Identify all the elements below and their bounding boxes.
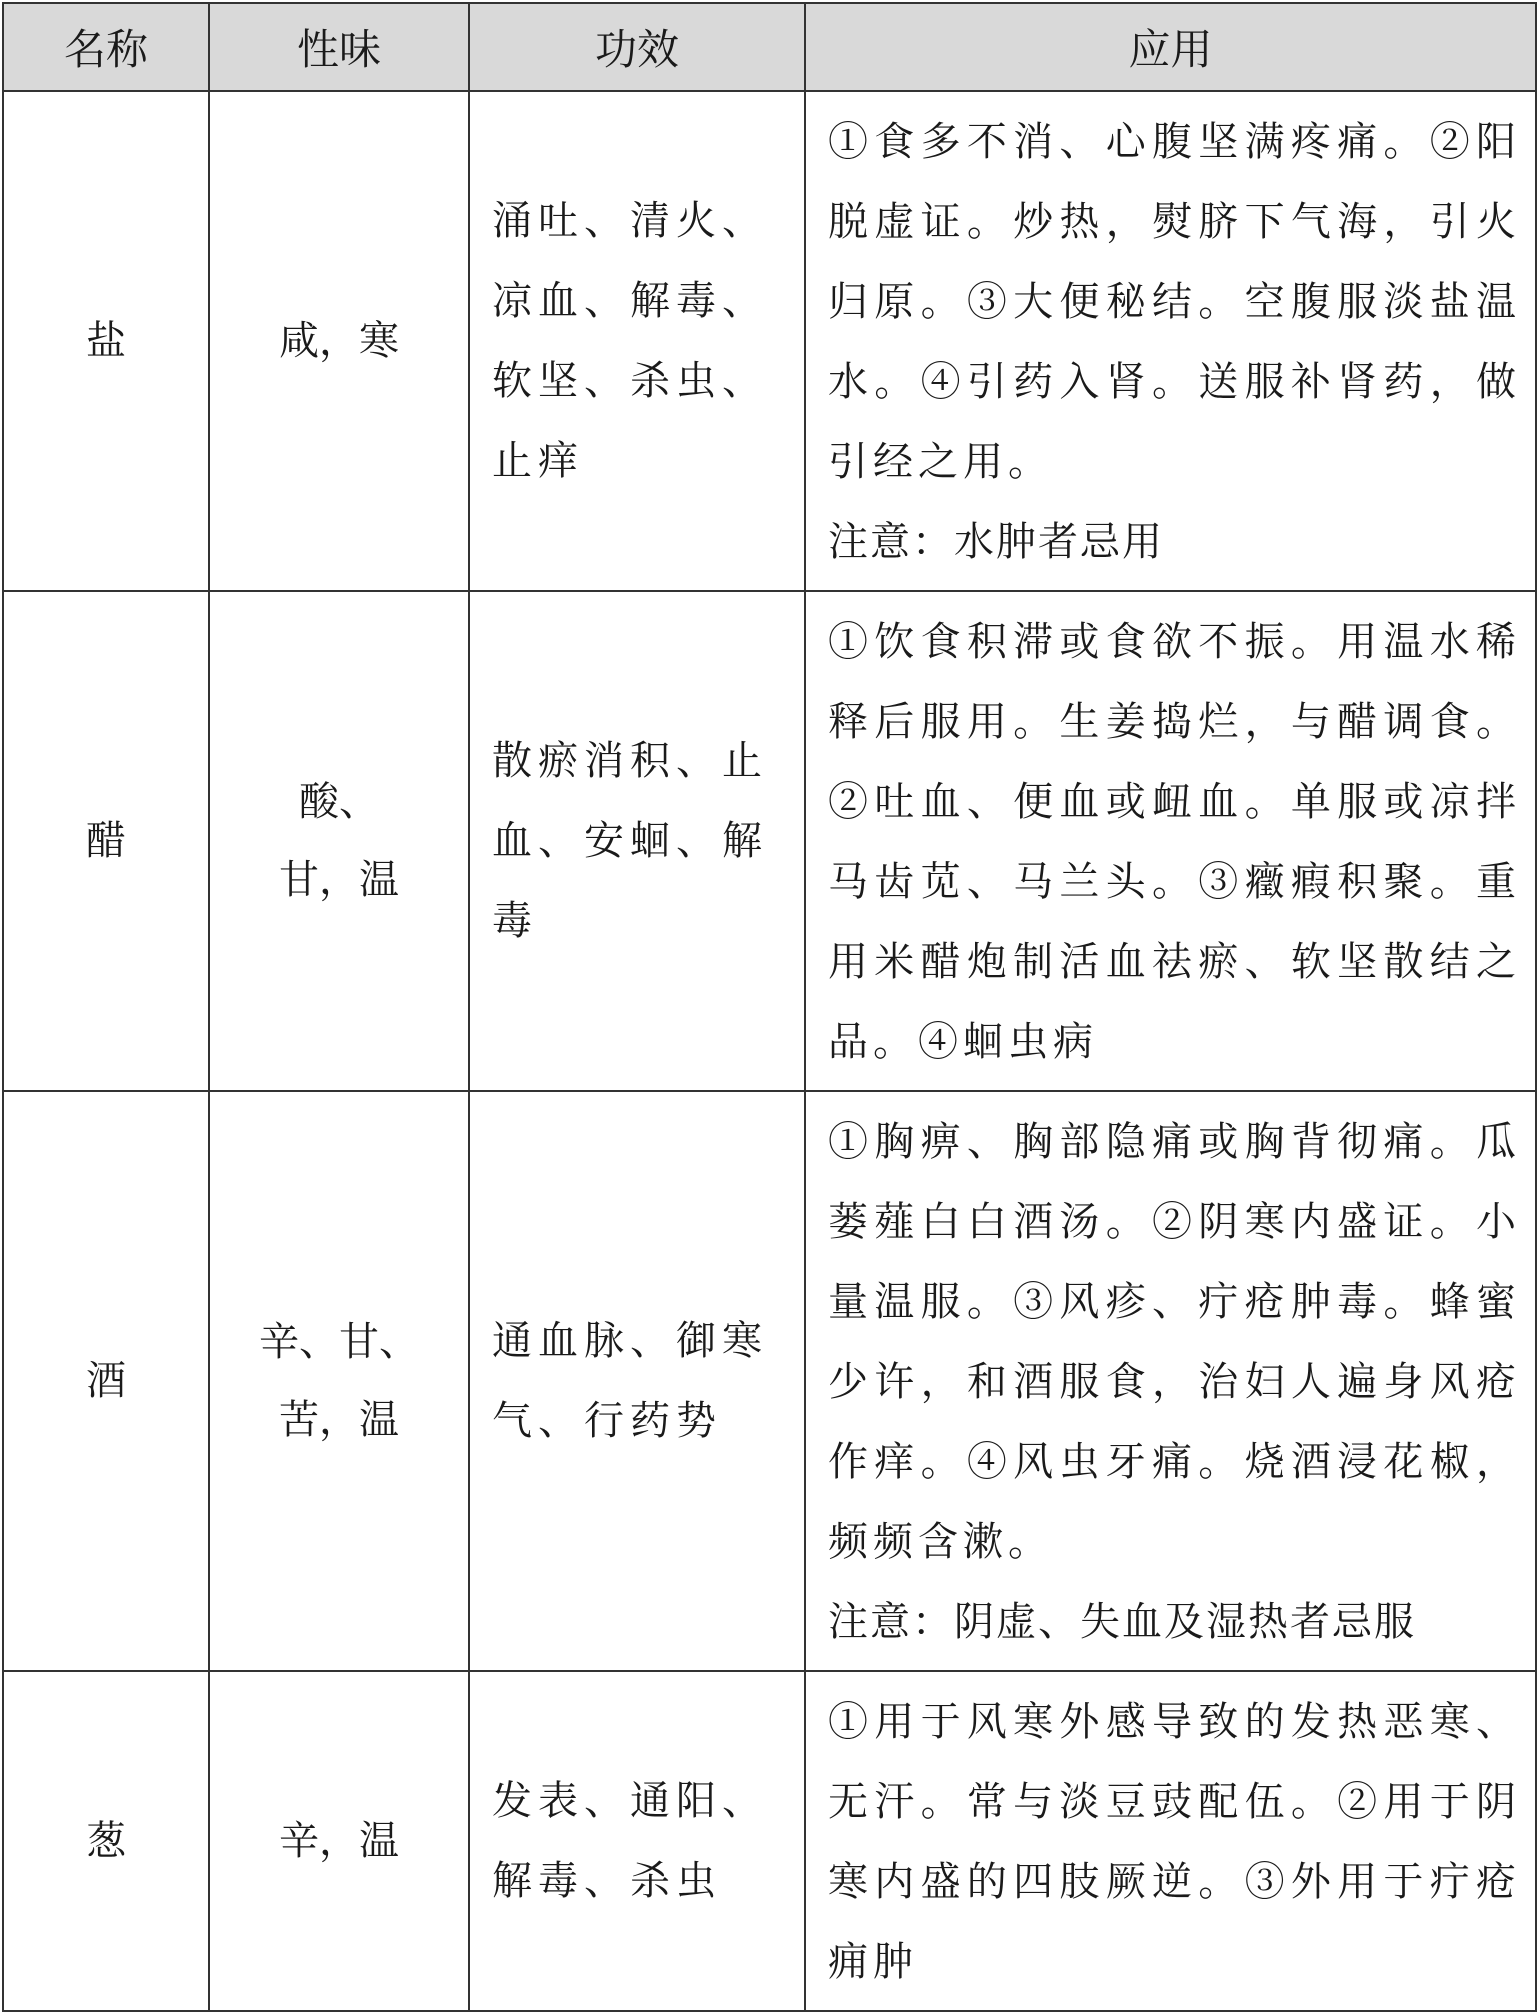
usage-note: 注意：阴虚、失血及湿热者忌服 (828, 1599, 1416, 1645)
header-effect: 功效 (469, 3, 805, 91)
name-cell: 盐 (3, 91, 209, 591)
usage-cell (805, 91, 1536, 591)
taste-cell: 咸，寒 (209, 91, 469, 591)
effect-cell: 涌吐、清火、凉血、解毒、软坚、杀虫、止痒 (469, 91, 805, 591)
usage-text: ①食多不消、心腹坚满疼痛。②阳脱虚证。炒热，熨脐下气海，引火归原。③大便秘结。空腹服淡盐温水。④引药入肾。送服补肾药，做引经之用。 (828, 119, 1521, 485)
usage-cell (805, 1671, 1536, 2011)
taste-line-1: 辛、甘、 (259, 1319, 419, 1365)
effect-cell: 发表、通阳、解毒、杀虫 (469, 1671, 805, 2011)
header-taste: 性味 (209, 3, 469, 91)
effect-cell: 通血脉、御寒气、行药势 (469, 1091, 805, 1671)
usage-note: 注意：水肿者忌用 (828, 519, 1164, 565)
usage-cell (805, 591, 1536, 1091)
food-herb-table (2, 2, 1537, 2012)
taste-line-2: 苦，温 (279, 1397, 399, 1443)
usage-text: ①用于风寒外感导致的发热恶寒、无汗。常与淡豆豉配伍。②用于阴寒内盛的四肢厥逆。③外用于疔疮痈肿 (828, 1699, 1521, 1985)
name-cell: 酒 (3, 1091, 209, 1671)
taste-cell (209, 591, 469, 1091)
usage-text: ①胸痹、胸部隐痛或胸背彻痛。瓜蒌薤白白酒汤。②阴寒内盛证。小量温服。③风疹、疔疮肿毒。蜂蜜少许，和酒服食，治妇人遍身风疮作痒。④风虫牙痛。烧酒浸花椒，频频含漱。 (828, 1119, 1521, 1565)
table-row-salt (3, 91, 1536, 591)
header-row (3, 3, 1536, 91)
table-row-scallion (3, 1671, 1536, 2011)
effect-cell: 散瘀消积、止血、安蛔、解毒 (469, 591, 805, 1091)
taste-cell (209, 1091, 469, 1671)
usage-cell (805, 1091, 1536, 1671)
taste-cell: 辛，温 (209, 1671, 469, 2011)
usage-text: ①饮食积滞或食欲不振。用温水稀释后服用。生姜捣烂，与醋调食。②吐血、便血或衄血。单服或凉拌马齿苋、马兰头。③癥瘕积聚。重用米醋炮制活血祛瘀、软坚散结之品。④蛔虫病 (828, 619, 1521, 1065)
header-name: 名称 (3, 3, 209, 91)
table-row-vinegar (3, 591, 1536, 1091)
header-usage: 应用 (805, 3, 1536, 91)
table-row-wine (3, 1091, 1536, 1671)
name-cell: 葱 (3, 1671, 209, 2011)
taste-line-2: 甘，温 (279, 857, 399, 903)
name-cell: 醋 (3, 591, 209, 1091)
table-header (3, 3, 1536, 91)
table-body (3, 91, 1536, 2011)
taste-line-1: 酸、 (299, 779, 379, 825)
